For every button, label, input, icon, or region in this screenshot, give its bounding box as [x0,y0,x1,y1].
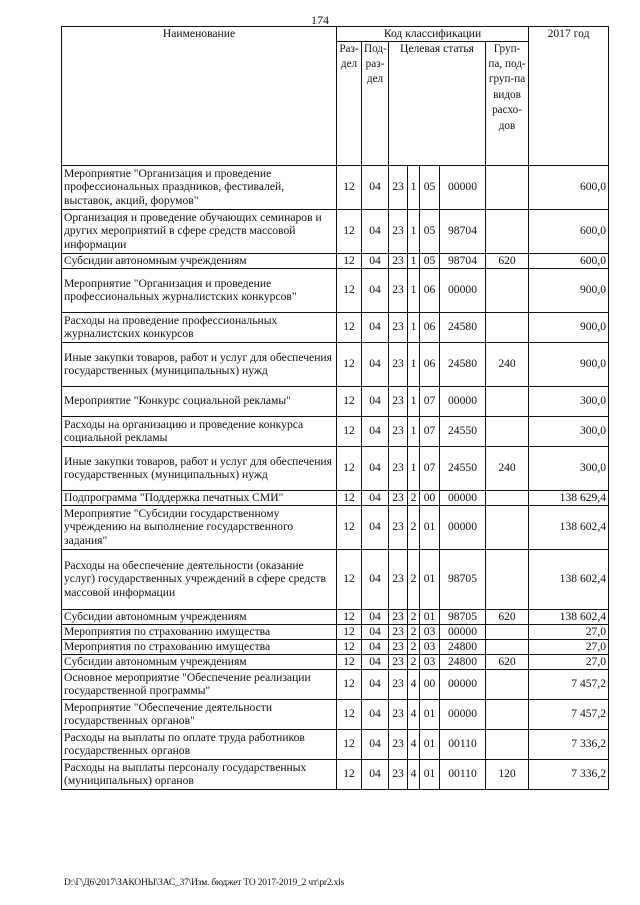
row-target-part3: 07 [420,446,440,490]
row-target-part1: 23 [389,654,408,669]
row-target-part4: 24800 [440,639,486,654]
row-subsection: 04 [362,654,389,669]
row-target-part4: 00000 [440,386,486,416]
row-expense-group: 120 [486,759,529,789]
row-name: Расходы на проведение профессиональных журналистских конкурсов [62,312,337,342]
row-amount: 300,0 [529,446,609,490]
row-target-part1: 23 [389,505,408,549]
row-section: 12 [337,505,362,549]
row-section: 12 [337,386,362,416]
row-target-part4: 24580 [440,342,486,386]
row-amount: 600,0 [529,253,609,268]
row-section: 12 [337,669,362,699]
row-subsection: 04 [362,268,389,312]
row-subsection: 04 [362,639,389,654]
row-expense-group [486,209,529,253]
budget-table [61,26,609,790]
row-subsection: 04 [362,253,389,268]
row-target-part4: 00000 [440,165,486,209]
row-target-part4: 98705 [440,549,486,609]
table-row [62,165,609,209]
table-row [62,342,609,386]
row-target-part3: 03 [420,639,440,654]
row-target-part3: 01 [420,549,440,609]
row-target-part4: 24800 [440,654,486,669]
row-section: 12 [337,268,362,312]
row-subsection: 04 [362,312,389,342]
row-name: Иные закупки товаров, работ и услуг для обеспечения государственных (муниципальных) нужд [62,342,337,386]
row-name: Расходы на организацию и проведение конкурса социальной рекламы [62,416,337,446]
row-target-part3: 01 [420,729,440,759]
table-row [62,654,609,669]
row-expense-group [486,416,529,446]
row-target-part3: 06 [420,342,440,386]
row-target-part2: 2 [408,549,420,609]
row-target-part4: 00000 [440,699,486,729]
row-amount: 7 457,2 [529,699,609,729]
row-target-part4: 98704 [440,253,486,268]
row-target-part3: 03 [420,624,440,639]
row-subsection: 04 [362,699,389,729]
row-amount: 7 336,2 [529,759,609,789]
row-target-part1: 23 [389,669,408,699]
row-amount: 138 602,4 [529,505,609,549]
row-target-part3: 05 [420,253,440,268]
table-row [62,490,609,505]
row-target-part2: 1 [408,416,420,446]
row-expense-group: 620 [486,253,529,268]
row-section: 12 [337,654,362,669]
row-target-part2: 2 [408,639,420,654]
row-section: 12 [337,639,362,654]
row-section: 12 [337,624,362,639]
row-section: 12 [337,446,362,490]
row-target-part1: 23 [389,312,408,342]
row-name: Расходы на обеспечение деятельности (оказание услуг) государственных учреждений в сфере средств массовой информации [62,549,337,609]
row-target-part1: 23 [389,386,408,416]
row-expense-group [486,268,529,312]
table-row [62,505,609,549]
row-amount: 138 602,4 [529,609,609,624]
page-number: 174 [311,13,329,27]
row-amount: 27,0 [529,639,609,654]
row-target-part2: 2 [408,505,420,549]
row-target-part4: 24550 [440,416,486,446]
row-section: 12 [337,416,362,446]
table-row [62,268,609,312]
table-row [62,639,609,654]
row-expense-group [486,490,529,505]
row-target-part1: 23 [389,549,408,609]
row-target-part1: 23 [389,624,408,639]
row-target-part4: 00000 [440,624,486,639]
header-target-article: Целевая статья [389,41,486,165]
row-target-part3: 00 [420,490,440,505]
table-row [62,386,609,416]
row-target-part2: 1 [408,209,420,253]
row-subsection: 04 [362,609,389,624]
row-name: Организация и проведение обучающих семинаров и других мероприятий в сфере средств массовой информации [62,209,337,253]
row-target-part1: 23 [389,699,408,729]
row-name: Субсидии автономным учреждениям [62,654,337,669]
row-section: 12 [337,609,362,624]
file-path: D:\Г\Д6\2017\ЗАКОНЫ\ЗАС_37\Изм. бюджет ТО 2017-2019_2 чт\pr2.xls [64,878,345,888]
row-subsection: 04 [362,446,389,490]
row-expense-group: 620 [486,609,529,624]
row-subsection: 04 [362,165,389,209]
table-row [62,699,609,729]
table-row [62,312,609,342]
row-subsection: 04 [362,386,389,416]
row-expense-group [486,699,529,729]
row-target-part1: 23 [389,759,408,789]
header-subsection: Под-раз-дел [362,41,389,165]
row-amount: 900,0 [529,312,609,342]
row-target-part3: 01 [420,505,440,549]
row-target-part2: 2 [408,609,420,624]
row-expense-group [486,312,529,342]
row-amount: 600,0 [529,209,609,253]
row-target-part4: 00110 [440,759,486,789]
header-classification: Код классификации [337,27,529,42]
row-target-part2: 1 [408,165,420,209]
row-expense-group [486,624,529,639]
row-expense-group: 240 [486,342,529,386]
row-subsection: 04 [362,669,389,699]
row-name: Мероприятие "Обеспечение деятельности государственных органов" [62,699,337,729]
row-amount: 27,0 [529,654,609,669]
row-section: 12 [337,342,362,386]
table-header [62,27,609,166]
row-amount: 900,0 [529,268,609,312]
row-expense-group [486,729,529,759]
row-target-part1: 23 [389,490,408,505]
row-name: Мероприятие "Организация и проведение профессиональных праздников, фестивалей, выставок, акций, форумов" [62,165,337,209]
row-target-part2: 1 [408,446,420,490]
row-target-part4: 00000 [440,669,486,699]
row-subsection: 04 [362,416,389,446]
table-row [62,759,609,789]
row-expense-group [486,669,529,699]
row-target-part3: 03 [420,654,440,669]
row-amount: 27,0 [529,624,609,639]
row-section: 12 [337,759,362,789]
row-name: Мероприятия по страхованию имущества [62,624,337,639]
row-expense-group: 240 [486,446,529,490]
row-target-part3: 01 [420,759,440,789]
row-target-part3: 06 [420,312,440,342]
row-target-part4: 00000 [440,505,486,549]
row-target-part3: 01 [420,609,440,624]
row-target-part4: 00000 [440,490,486,505]
row-name: Основное мероприятие "Обеспечение реализации государственной программы" [62,669,337,699]
row-target-part3: 06 [420,268,440,312]
row-target-part2: 1 [408,386,420,416]
row-target-part2: 4 [408,669,420,699]
row-target-part2: 1 [408,268,420,312]
row-section: 12 [337,699,362,729]
row-name: Субсидии автономным учреждениям [62,609,337,624]
row-target-part4: 00110 [440,729,486,759]
row-amount: 138 629,4 [529,490,609,505]
row-target-part1: 23 [389,609,408,624]
row-subsection: 04 [362,729,389,759]
row-expense-group [486,549,529,609]
row-target-part2: 2 [408,654,420,669]
row-subsection: 04 [362,209,389,253]
row-target-part2: 1 [408,342,420,386]
row-expense-group [486,639,529,654]
row-target-part2: 1 [408,312,420,342]
header-name: Наименование [62,27,337,166]
row-target-part1: 23 [389,446,408,490]
table-row [62,624,609,639]
row-amount: 7 336,2 [529,729,609,759]
row-target-part3: 07 [420,386,440,416]
row-target-part2: 1 [408,253,420,268]
row-expense-group [486,165,529,209]
row-target-part4: 98705 [440,609,486,624]
row-amount: 138 602,4 [529,549,609,609]
row-name: Подпрограмма "Поддержка печатных СМИ" [62,490,337,505]
row-target-part1: 23 [389,342,408,386]
row-subsection: 04 [362,549,389,609]
row-expense-group: 620 [486,654,529,669]
row-subsection: 04 [362,490,389,505]
row-target-part3: 05 [420,209,440,253]
row-section: 12 [337,165,362,209]
row-amount: 300,0 [529,416,609,446]
row-target-part2: 4 [408,729,420,759]
table-row [62,446,609,490]
table-row [62,416,609,446]
table-row [62,209,609,253]
row-name: Мероприятия по страхованию имущества [62,639,337,654]
row-target-part2: 2 [408,490,420,505]
row-target-part1: 23 [389,253,408,268]
row-target-part4: 24550 [440,446,486,490]
row-target-part2: 4 [408,759,420,789]
table-row [62,253,609,268]
row-name: Мероприятие "Организация и проведение профессиональных журналистских конкурсов" [62,268,337,312]
row-target-part1: 23 [389,416,408,446]
row-amount: 300,0 [529,386,609,416]
row-target-part3: 07 [420,416,440,446]
row-target-part4: 98704 [440,209,486,253]
header-year: 2017 год [529,27,609,166]
header-section: Раз-дел [337,41,362,165]
row-section: 12 [337,209,362,253]
row-amount: 900,0 [529,342,609,386]
row-target-part4: 00000 [440,268,486,312]
table-row [62,549,609,609]
row-expense-group [486,505,529,549]
row-subsection: 04 [362,505,389,549]
row-target-part3: 01 [420,699,440,729]
row-section: 12 [337,729,362,759]
row-subsection: 04 [362,624,389,639]
row-section: 12 [337,312,362,342]
row-subsection: 04 [362,342,389,386]
row-target-part1: 23 [389,209,408,253]
row-section: 12 [337,549,362,609]
table-row [62,729,609,759]
row-section: 12 [337,253,362,268]
row-target-part1: 23 [389,639,408,654]
row-target-part2: 2 [408,624,420,639]
row-target-part3: 05 [420,165,440,209]
row-subsection: 04 [362,759,389,789]
row-name: Мероприятие "Конкурс социальной рекламы" [62,386,337,416]
row-target-part1: 23 [389,729,408,759]
row-name: Субсидии автономным учреждениям [62,253,337,268]
row-expense-group [486,386,529,416]
table-body [62,165,609,789]
row-target-part1: 23 [389,268,408,312]
table-row [62,669,609,699]
row-target-part4: 24580 [440,312,486,342]
row-amount: 7 457,2 [529,669,609,699]
row-name: Мероприятие "Субсидии государственному учреждению на выполнение государственного задания" [62,505,337,549]
row-name: Расходы на выплаты персоналу государственных (муниципальных) органов [62,759,337,789]
header-expense-group: Груп-па, под-груп-па видов расхо-дов [486,41,529,165]
row-name: Иные закупки товаров, работ и услуг для обеспечения государственных (муниципальных) нужд [62,446,337,490]
row-section: 12 [337,490,362,505]
row-target-part1: 23 [389,165,408,209]
table-row [62,609,609,624]
row-target-part3: 00 [420,669,440,699]
row-amount: 600,0 [529,165,609,209]
row-target-part2: 4 [408,699,420,729]
row-name: Расходы на выплаты по оплате труда работников государственных органов [62,729,337,759]
